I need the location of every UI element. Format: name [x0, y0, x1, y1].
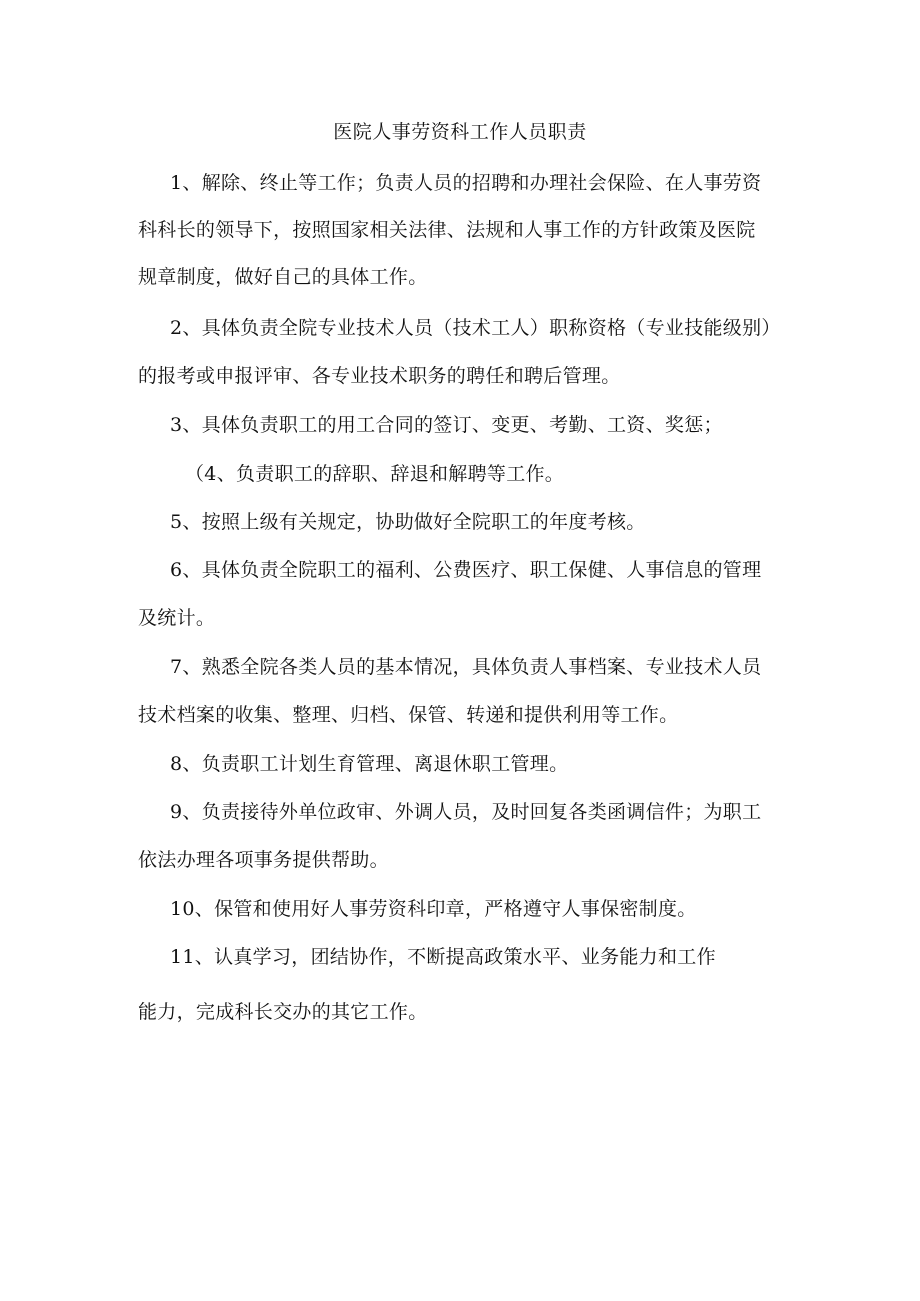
item-1-line-3: 规章制度，做好自己的具体工作。 — [138, 266, 428, 288]
item-2-line-2: 的报考或申报评审、各专业技术职务的聘任和聘后管理。 — [138, 365, 621, 387]
item-5-line-1: 5、按照上级有关规定，协助做好全院职工的年度考核。 — [170, 511, 646, 533]
item-11-line-1: 11、认真学习，团结协作，不断提高政策水平、业务能力和工作 — [170, 946, 716, 968]
item-3-line-1: 3、具体负责职工的用工合同的签订、变更、考勤、工资、奖惩； — [170, 414, 723, 436]
item-9-line-1: 9、负责接待外单位政审、外调人员，及时回复各类函调信件；为职工 — [170, 801, 762, 823]
item-10-line-1: 10、保管和使用好人事劳资科印章，严格遵守人事保密制度。 — [170, 898, 697, 920]
item-1-line-2: 科科长的领导下，按照国家相关法律、法规和人事工作的方针政策及医院 — [138, 219, 756, 241]
item-6-line-2: 及统计。 — [138, 607, 216, 629]
item-9-line-2: 依法办理各项事务提供帮助。 — [138, 849, 389, 871]
item-2-line-1: 2、具体负责全院专业技术人员（技术工人）职称资格（专业技能级别） — [170, 317, 781, 339]
item-1-line-1: 1、解除、终止等工作；负责人员的招聘和办理社会保险、在人事劳资 — [170, 172, 762, 194]
item-7-line-1: 7、熟悉全院各类人员的基本情况，具体负责人事档案、专业技术人员 — [170, 656, 762, 678]
item-8-line-1: 8、负责职工计划生育管理、离退休职工管理。 — [170, 753, 569, 775]
item-11-line-2: 能力，完成科长交办的其它工作。 — [138, 1001, 428, 1023]
item-6-line-1: 6、具体负责全院职工的福利、公费医疗、职工保健、人事信息的管理 — [170, 559, 762, 581]
item-4-line-1: （4、负责职工的辞职、辞退和解聘等工作。 — [185, 463, 565, 485]
document-title: 医院人事劳资科工作人员职责 — [333, 121, 587, 143]
item-7-line-2: 技术档案的收集、整理、归档、保管、转递和提供利用等工作。 — [138, 704, 679, 726]
